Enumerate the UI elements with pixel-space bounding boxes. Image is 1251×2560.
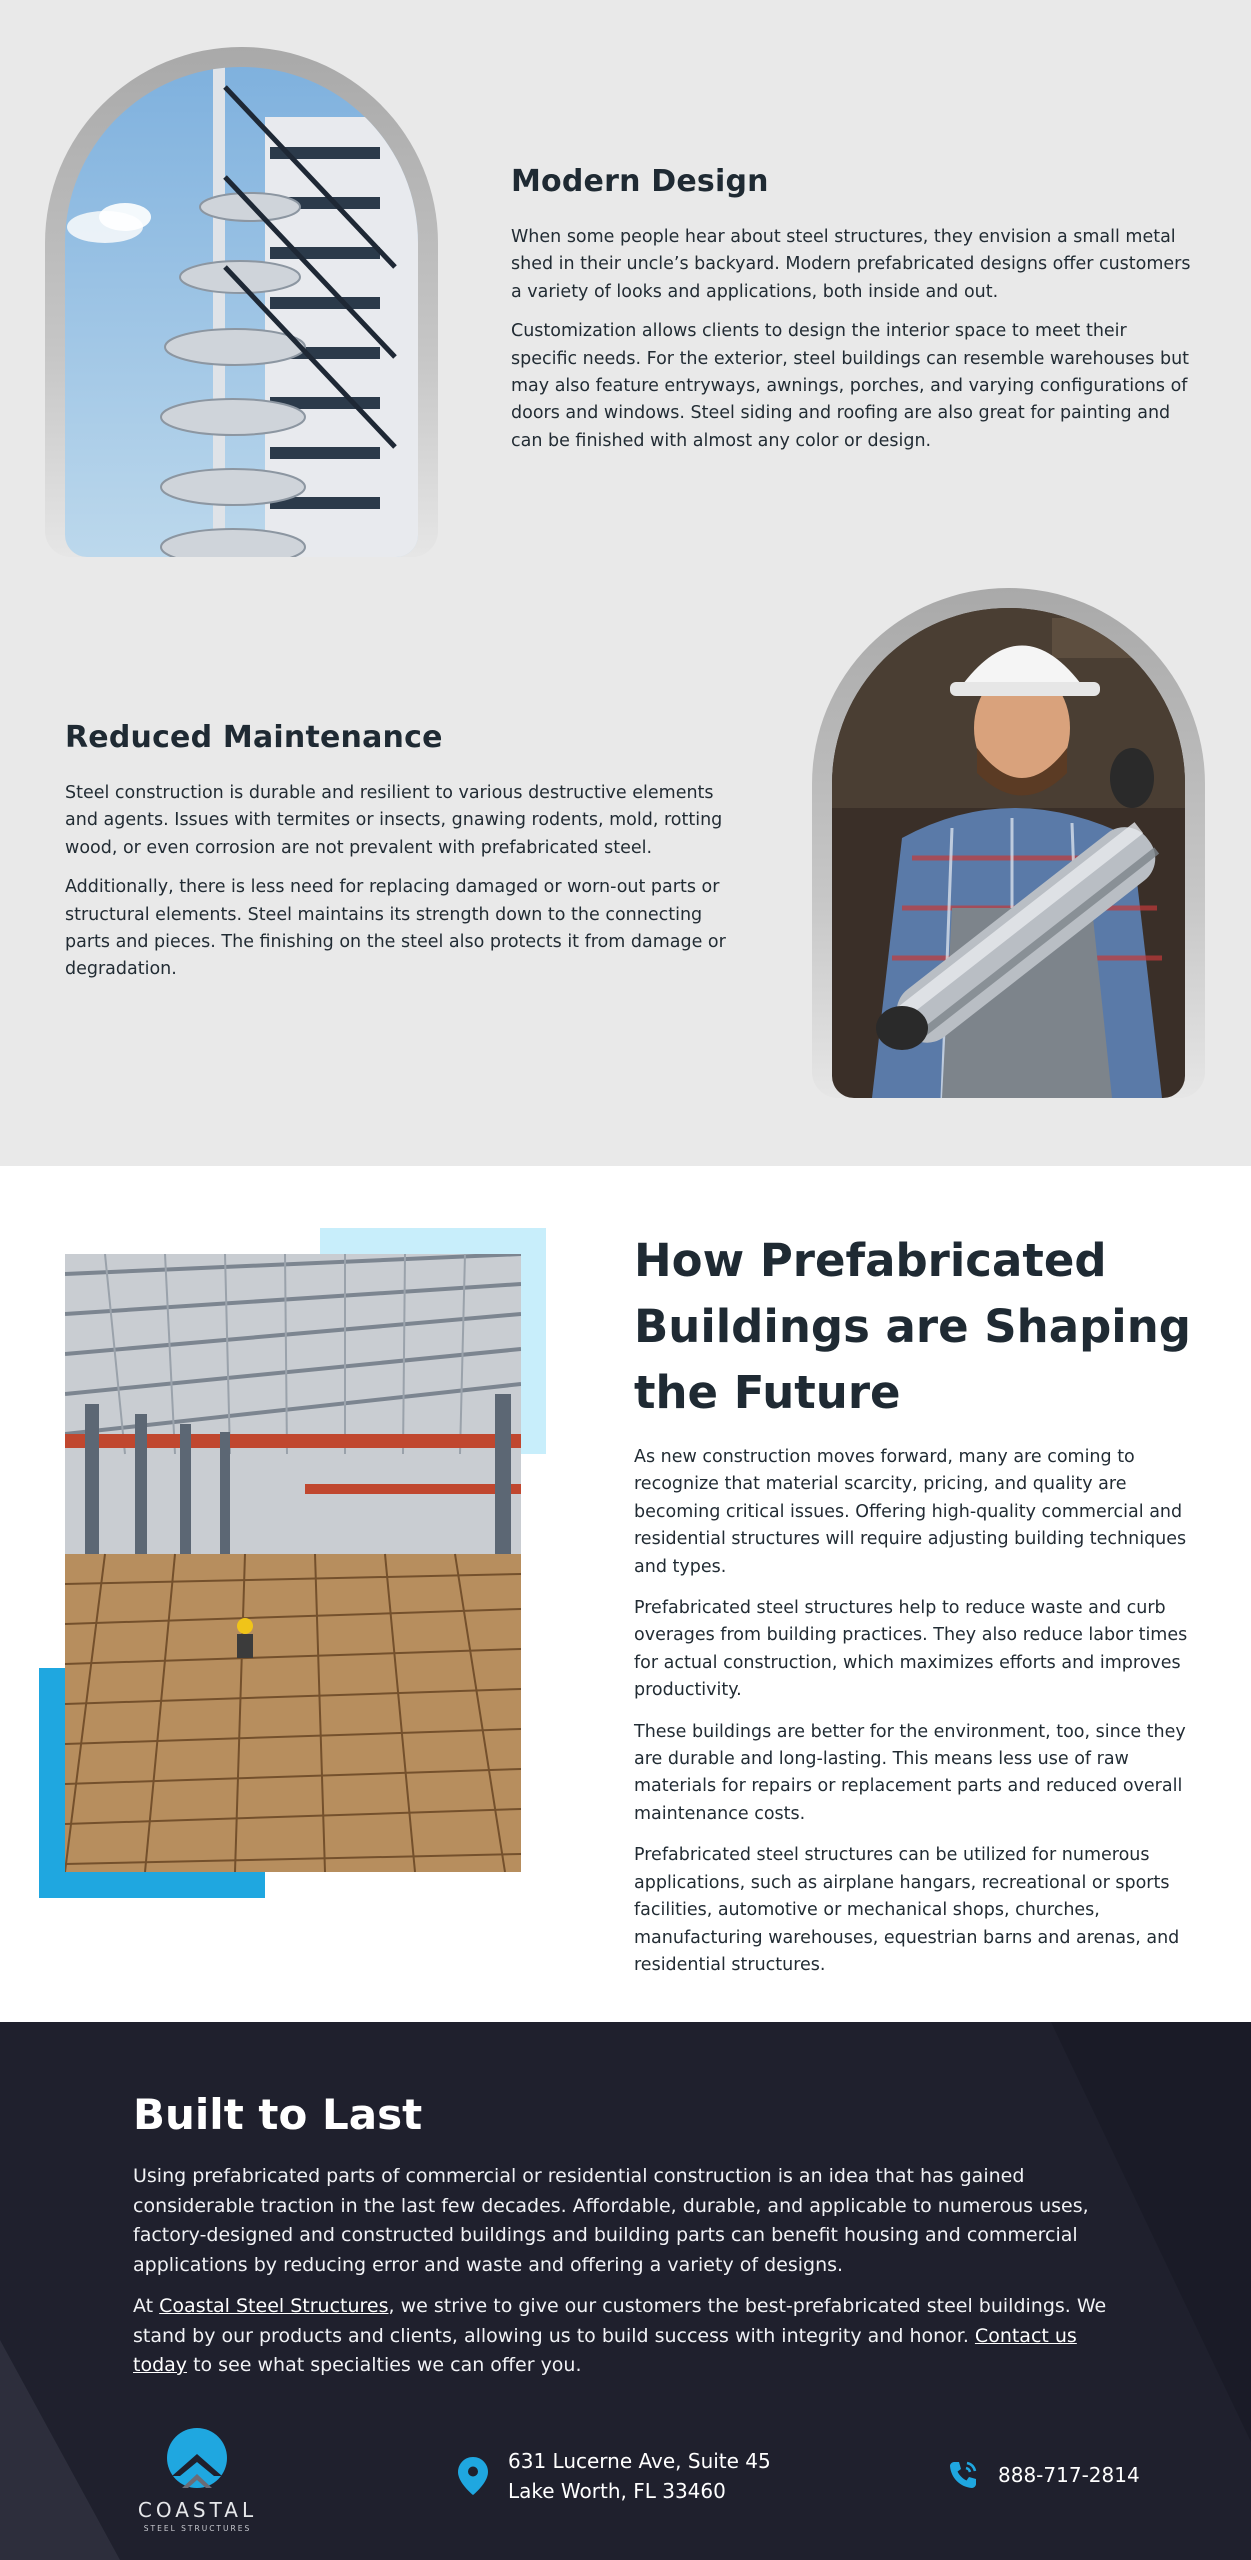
logo-subtitle: STEEL STRUCTURES (143, 2524, 252, 2533)
feature-title-modern-design: Modern Design (511, 164, 769, 199)
phone-icon (948, 2460, 978, 2490)
phone-block[interactable] (948, 2460, 1140, 2490)
address-line-2: Lake Worth, FL 33460 (508, 2479, 726, 2503)
worker-image (832, 608, 1185, 1098)
feature-text-reduced-maintenance (65, 780, 745, 996)
paragraph: Customization allows clients to design the interior space to meet their specific needs. For the exterior, steel buildings can resemble warehouses but may also feature entryways, awnings, porches, and varying configurations of doors and windows. Steel siding and roofing are also great for painting and can be finished with almost any color or design. (511, 321, 1190, 451)
address-line-1: 631 Lucerne Ave, Suite 45 (508, 2449, 771, 2473)
paragraph: At Coastal Steel Structures, we strive to give our customers the best-prefabricated steel buildings. We stand by our products and clients, allowing us to build success with integrity and honor. Contact us today to see what specialties we can offer you. (133, 2295, 1107, 2376)
paragraph: Using prefabricated parts of commercial or residential construction is an idea that has gained considerable traction in the last few decades. Affordable, durable, and applicable to numerous uses, factory-designed and constructed buildings and building parts can benefit housing and commercial applications by reducing error and waste and offering a variety of designs. (133, 2165, 1089, 2276)
feature-title-reduced-maintenance: Reduced Maintenance (65, 720, 443, 755)
company-link[interactable]: Coastal Steel Structures (159, 2295, 389, 2317)
paragraph: When some people hear about steel structures, they envision a small metal shed in their uncle’s backyard. Modern prefabricated designs offer customers a variety of looks and applications, both inside and out. (511, 227, 1191, 302)
built-to-last-section (0, 2022, 1251, 2560)
paragraph: These buildings are better for the environment, too, since they are durable and long-lasting. This means less use of raw materials for repairs or replacement parts and reduced overall maintenance costs. (634, 1721, 1186, 1824)
future-text (634, 1444, 1214, 1993)
paragraph: Additionally, there is less need for replacing damaged or worn-out parts or structural elements. Steel maintains its strength down to the connecting parts and pieces. The finishing on the steel also protects it from damage or degradation. (65, 877, 726, 980)
arch-frame-staircase (45, 47, 438, 557)
built-text (133, 2162, 1133, 2393)
built-heading: Built to Last (133, 2090, 423, 2139)
logo-mark-icon (130, 2428, 265, 2498)
future-section (0, 1166, 1251, 2022)
arch-frame-worker (812, 588, 1205, 1098)
map-pin-icon (458, 2457, 488, 2495)
paragraph: Prefabricated steel structures can be utilized for numerous applications, such as airplane hangars, recreational or sports facilities, automotive or mechanical shops, churches, manufacturing warehouses, equestrian barns and arenas, and residential structures. (634, 1845, 1180, 1975)
feature-text-modern-design (511, 224, 1191, 467)
future-heading: How Prefabricated Buildings are Shaping the Future (634, 1234, 1191, 1419)
logo-wordmark: COASTAL (137, 2498, 258, 2522)
paragraph: Prefabricated steel structures help to reduce waste and curb overages from building practices. They also reduce labor times for actual construction, which maximizes efforts and improves productivity. (634, 1598, 1188, 1701)
coastal-logo[interactable] (130, 2428, 265, 2538)
phone-number: 888-717-2814 (998, 2463, 1140, 2487)
features-section (0, 0, 1251, 1166)
staircase-image (65, 67, 418, 557)
construction-site-image (65, 1254, 521, 1872)
paragraph: Steel construction is durable and resilient to various destructive elements and agents. Issues with termites or insects, gnawing rodents, mold, rotting wood, or even corrosion are not prevalent with prefabricated steel. (65, 783, 723, 858)
decorative-shape (0, 2340, 120, 2560)
contact-us-link[interactable]: Contact us today (133, 2324, 1077, 2376)
paragraph: As new construction moves forward, many are coming to recognize that material scarcity, pricing, and quality are becoming critical issues. Offering high-quality commercial and residential structures will require adjusting building techniques and types. (634, 1447, 1187, 1577)
address-block[interactable] (458, 2446, 771, 2506)
